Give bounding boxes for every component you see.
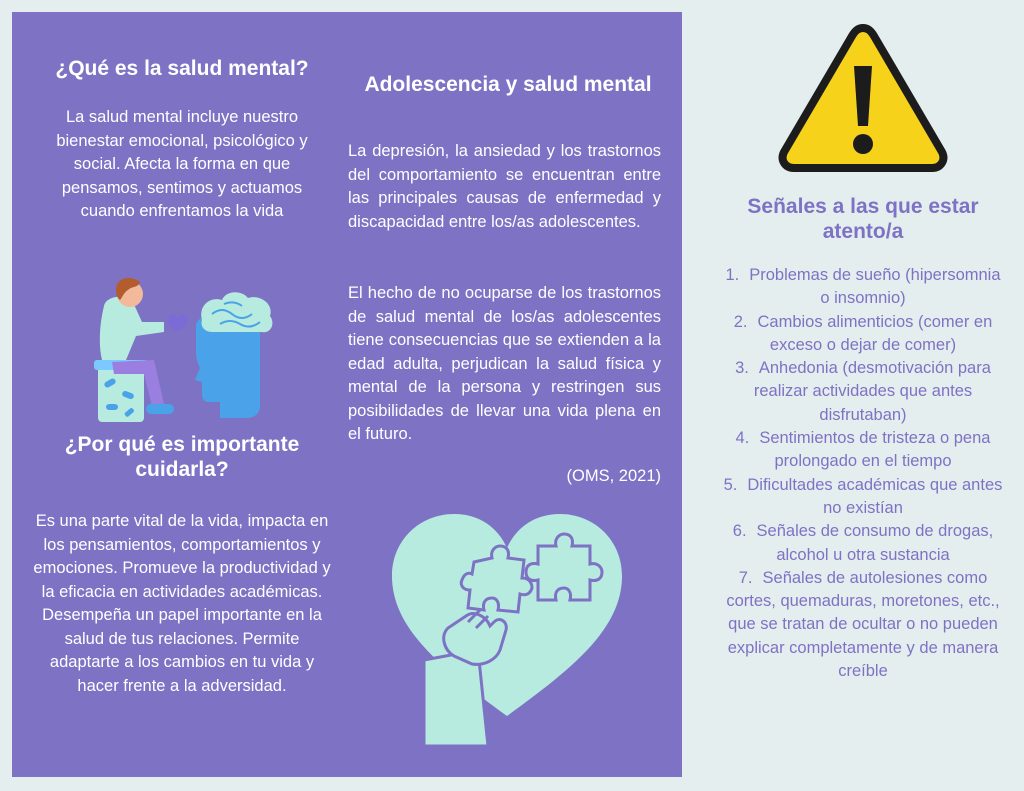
list-item: 1. Problemas de sueño (hipersomnia o insomnio) [725,266,1001,308]
warning-signs-list [722,264,1004,683]
heading-why-important: ¿Por qué es importante cuidarla? [64,433,300,481]
list-item: 3. Anhedonia (desmotivación para realizar actividades que antes disfrutaban) [735,359,991,424]
list-item: 7. Señales de autolesiones como cortes, quemaduras, moretones, etc., que se tratan de ocultar o no pueden explicar completamente y de manera creíble [726,568,1000,681]
person-brain-illustration [84,264,280,424]
why-important-text: Es una parte vital de la vida, impacta en los pensamientos, comportamientos y emociones. Promueve la productividad y la eficacia en actividades académicas. Desempeña un papel importante en la salud de tus relaciones. Permite adaptarte a los cambios en tu vida y hacer frente a la adversidad. [33,512,331,695]
left-panel [12,12,682,777]
heart-puzzle-illustration [384,510,630,746]
list-item: 6. Señales de consumo de drogas, alcohol u otra sustancia [732,522,994,564]
heading-what-is-mental-health: ¿Qué es la salud mental? [55,57,309,80]
heading-warning-signs: Señales a las que estar atento/a [747,195,979,243]
list-item: 2. Cambios alimenticios (comer en exceso o dejar de comer) [733,312,993,354]
adolescence-paragraph-2: El hecho de no ocuparse de los trastornos de salud mental de los/as adolescentes tiene consecuencias que se extienden a la edad adulta, perjudican la salud física y mental de la persona y restringen sus posibilidades de llevar una vida plena en el futuro. [348,284,661,443]
list-item: 5. Dificultades académicas que antes no existían [723,475,1003,517]
adolescence-paragraph-1: La depresión, la ansiedad y los trastornos del comportamiento se encuentran entre las principales causas de enfermedad y discapacidad entre los/as adolescentes. [348,142,661,231]
warning-triangle-icon [778,22,948,172]
what-is-mental-health-text: La salud mental incluye nuestro bienestar emocional, psicológico y social. Afecta la forma en que pensamos, sentimos y actuamos cuando enfrentamos la vida [56,108,308,220]
heading-adolescence: Adolescencia y salud mental [364,73,652,96]
citation: (OMS, 2021) [566,467,661,485]
list-item: 4. Sentimientos de tristeza o pena prolongado en el tiempo [735,429,991,471]
